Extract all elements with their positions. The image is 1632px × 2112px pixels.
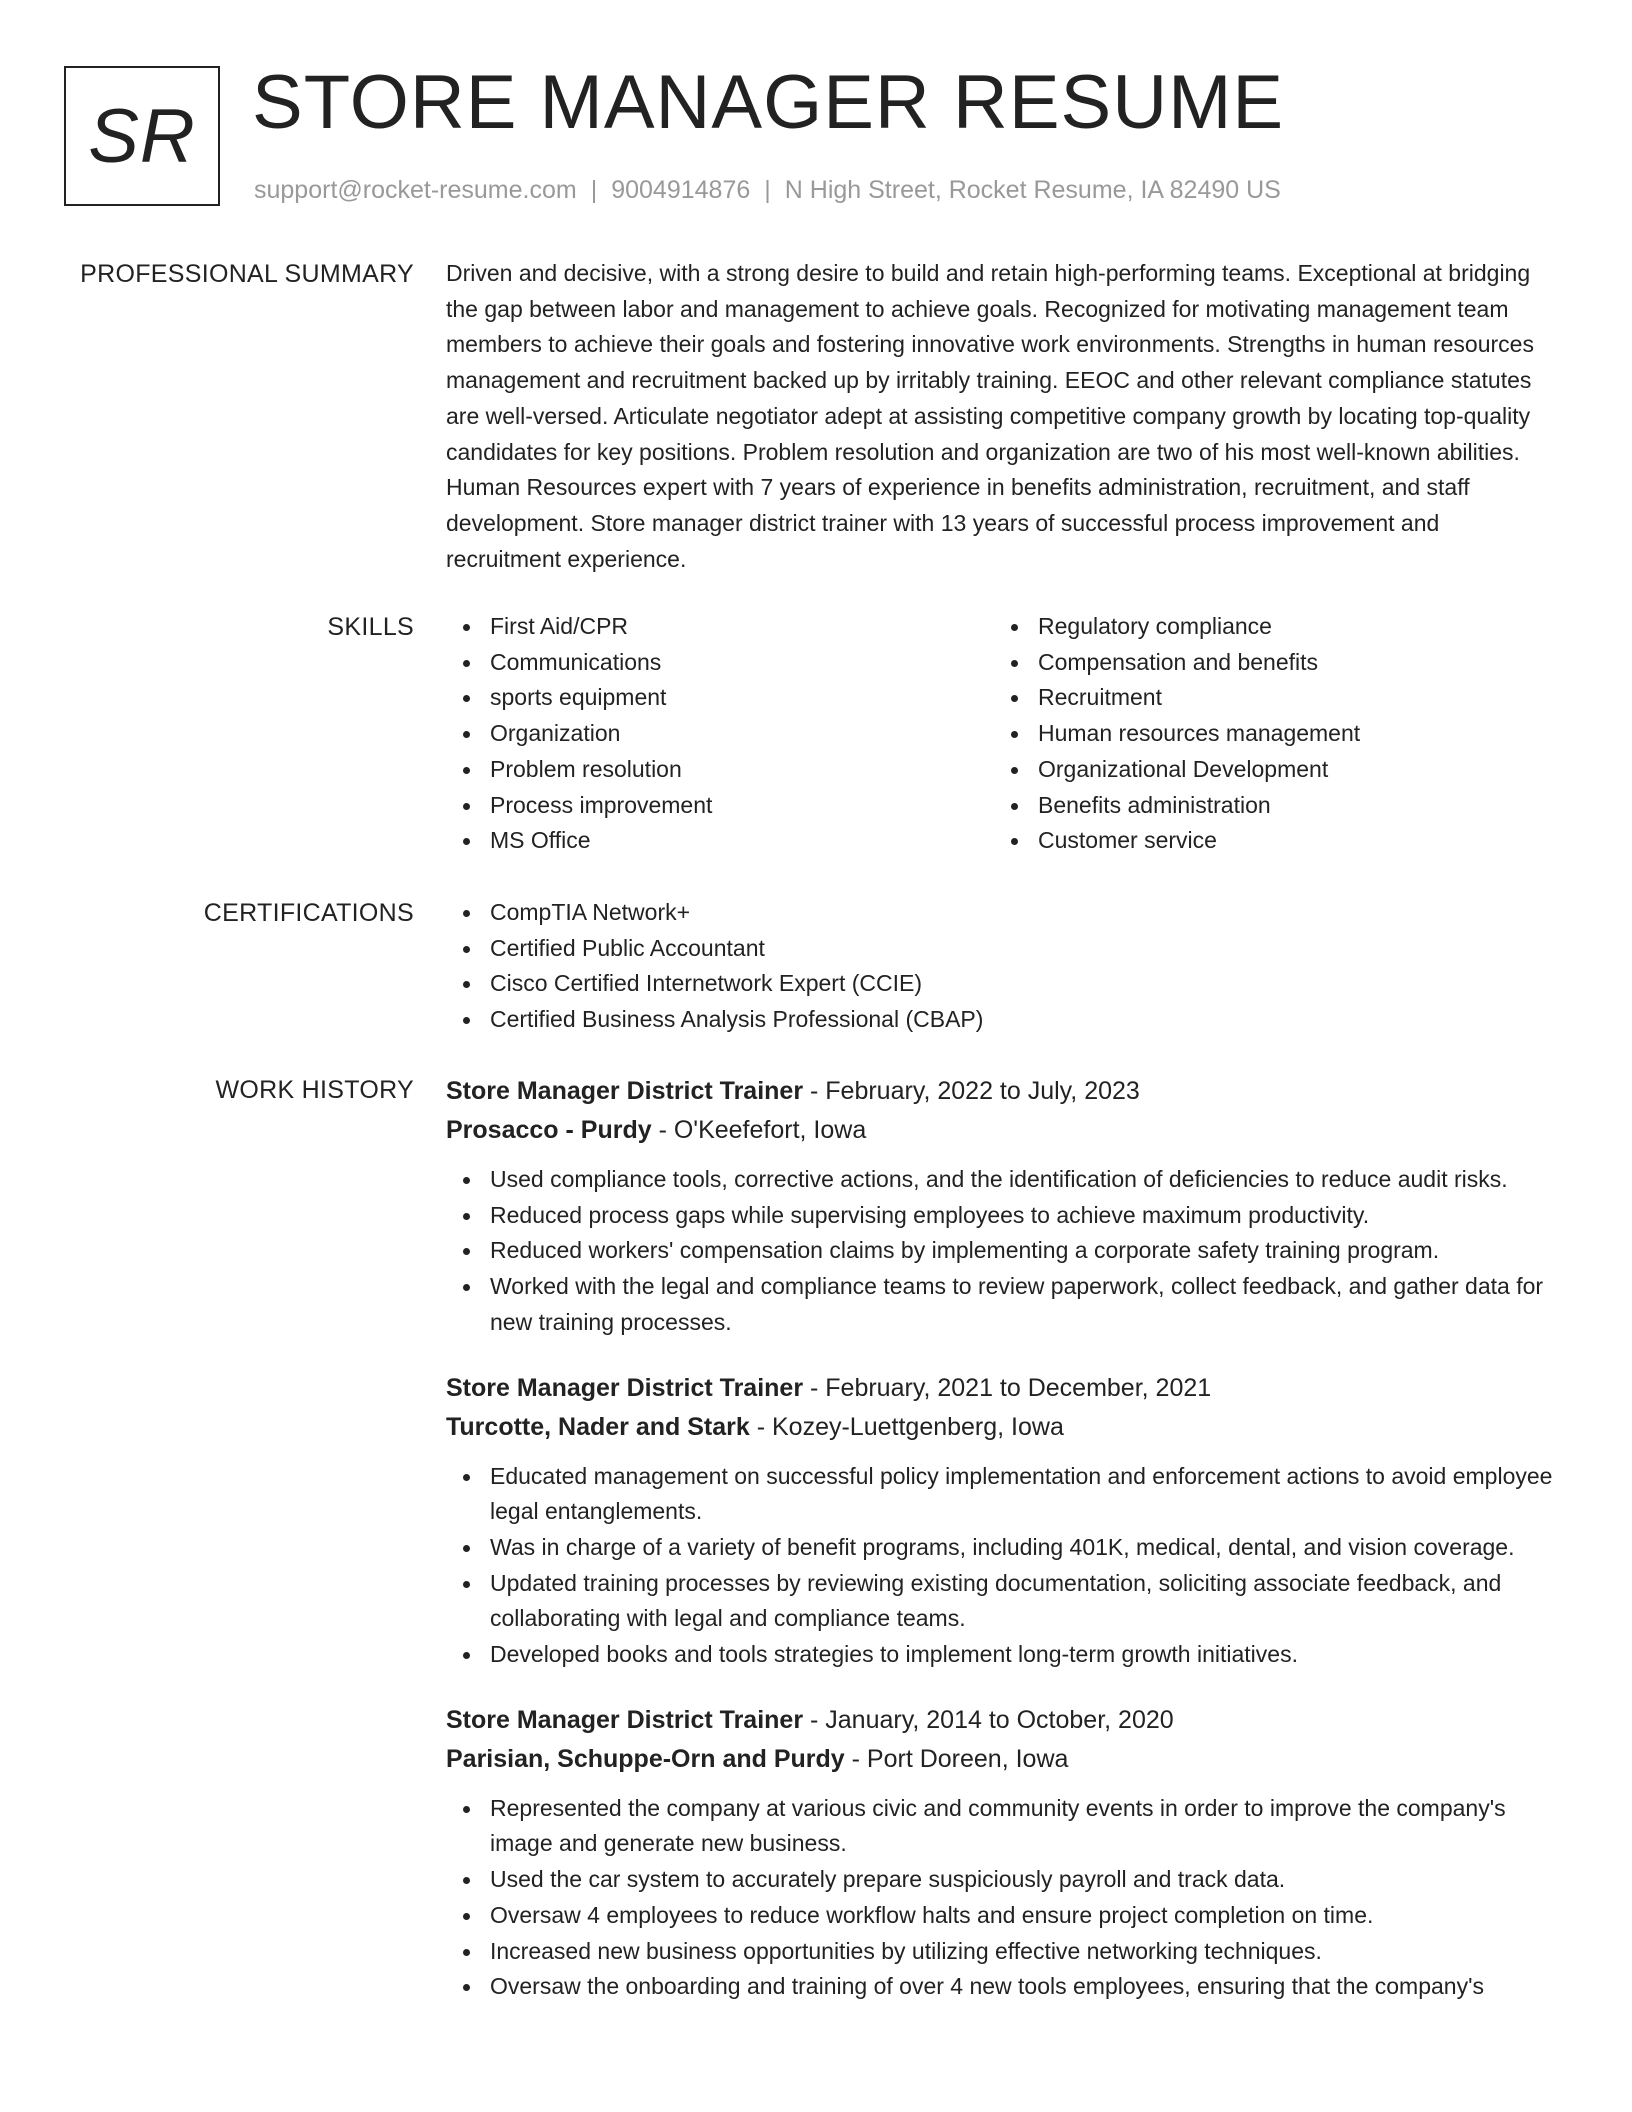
- job-title: Store Manager District Trainer: [446, 1077, 804, 1105]
- list-item: Regulatory compliance: [994, 609, 1542, 645]
- job-entry: [446, 1369, 1558, 1673]
- list-item: Process improvement: [446, 788, 994, 824]
- monogram-logo: SR: [64, 66, 220, 206]
- list-item: Reduced workers' compensation claims by implementing a corporate safety training program.: [446, 1233, 1558, 1269]
- job-company-line: [446, 1408, 1558, 1447]
- list-item: MS Office: [446, 823, 994, 859]
- contact-address: N High Street, Rocket Resume, IA 82490 US: [784, 176, 1281, 204]
- list-item: Recruitment: [994, 680, 1542, 716]
- contact-phone: 9004914876: [611, 176, 751, 204]
- job-entry: [446, 1701, 1558, 2005]
- contact-separator: |: [764, 176, 771, 204]
- job-dates: - February, 2022 to July, 2023: [803, 1077, 1140, 1105]
- list-item: Cisco Certified Internetwork Expert (CCIE): [446, 966, 1558, 1002]
- job-location: - Kozey-Luettgenberg, Iowa: [749, 1412, 1064, 1441]
- list-item: Updated training processes by reviewing existing documentation, soliciting associate feedback, and collaborating with legal and compliance teams.: [446, 1566, 1558, 1637]
- list-item: Certified Business Analysis Professional (CBAP): [446, 1002, 1558, 1038]
- list-item: Represented the company at various civic and community events in order to improve the company's image and generate new business.: [446, 1791, 1558, 1862]
- list-item: Oversaw 4 employees to reduce workflow halts and ensure project completion on time.: [446, 1898, 1558, 1934]
- job-bullets: [446, 1791, 1558, 2005]
- job-company: Parisian, Schuppe-Orn and Purdy: [446, 1744, 845, 1773]
- contact-separator: |: [590, 176, 598, 204]
- list-item: Organizational Development: [994, 752, 1542, 788]
- section-label-work-history: WORK HISTORY: [215, 1076, 414, 1104]
- list-item: Worked with the legal and compliance teams to review paperwork, collect feedback, and gather data for new training processes.: [446, 1269, 1558, 1340]
- contact-line: [254, 172, 1281, 208]
- job-company-line: [446, 1740, 1558, 1779]
- job-dates: - February, 2021 to December, 2021: [803, 1373, 1212, 1402]
- job-company: Turcotte, Nader and Stark: [446, 1412, 750, 1441]
- list-item: sports equipment: [446, 680, 994, 716]
- list-item: Was in charge of a variety of benefit programs, including 401K, medical, dental, and vision coverage.: [446, 1530, 1558, 1566]
- list-item: Benefits administration: [994, 788, 1542, 824]
- list-item: First Aid/CPR: [446, 609, 994, 645]
- certifications-list: [446, 895, 1558, 1038]
- list-item: Organization: [446, 716, 994, 752]
- section-label-summary: PROFESSIONAL SUMMARY: [80, 260, 414, 288]
- list-item: Increased new business opportunities by utilizing effective networking techniques.: [446, 1934, 1558, 1970]
- job-bullets: [446, 1459, 1558, 1673]
- section-label-certifications: CERTIFICATIONS: [203, 899, 414, 927]
- job-title-line: [446, 1369, 1558, 1408]
- job-title-line: [446, 1701, 1558, 1740]
- job-company-line: [446, 1111, 1558, 1150]
- list-item: Compensation and benefits: [994, 645, 1542, 681]
- list-item: Human resources management: [994, 716, 1542, 752]
- job-bullets: [446, 1162, 1558, 1341]
- list-item: CompTIA Network+: [446, 895, 1558, 931]
- job-location: - Port Doreen, Iowa: [844, 1744, 1069, 1773]
- skills-list-left: [446, 609, 994, 859]
- list-item: Oversaw the onboarding and training of over 4 new tools employees, ensuring that the company's: [446, 1969, 1558, 2005]
- list-item: Used compliance tools, corrective actions, and the identification of deficiencies to reduce audit risks.: [446, 1162, 1558, 1198]
- job-title-line: [446, 1072, 1558, 1111]
- contact-email: support@rocket-resume.com: [254, 176, 577, 204]
- list-item: Used the car system to accurately prepare suspiciously payroll and track data.: [446, 1862, 1558, 1898]
- job-company: Prosacco - Purdy: [446, 1116, 652, 1144]
- job-entry: [446, 1072, 1558, 1341]
- list-item: Customer service: [994, 823, 1542, 859]
- list-item: Certified Public Accountant: [446, 931, 1558, 967]
- list-item: Educated management on successful policy implementation and enforcement actions to avoid employee legal entanglements.: [446, 1459, 1558, 1530]
- list-item: Reduced process gaps while supervising employees to achieve maximum productivity.: [446, 1198, 1558, 1234]
- job-dates: - January, 2014 to October, 2020: [803, 1705, 1174, 1734]
- summary-text: Driven and decisive, with a strong desire to build and retain high-performing teams. Exceptional at bridging the gap between labor and management to achieve goals. Recognized for motivating management team members to achieve their goals and fostering innovative work environments. Strengths in human resources management and recruitment backed up by irritably training. EEOC and other relevant compliance statutes are well-versed. Articulate negotiator adept at assisting competitive company growth by locating top-quality candidates for key positions. Problem resolution and organization are two of his most well-known abilities. Human Resources expert with 7 years of experience in benefits administration, recruitment, and staff development. Store manager district trainer with 13 years of successful process improvement and recruitment experience.: [446, 260, 1534, 572]
- list-item: Problem resolution: [446, 752, 994, 788]
- job-title: Store Manager District Trainer: [446, 1373, 804, 1402]
- skills-list-right: [994, 609, 1542, 859]
- job-location: - O'Keefefort, Iowa: [651, 1116, 867, 1144]
- list-item: Communications: [446, 645, 994, 681]
- job-title: Store Manager District Trainer: [446, 1705, 804, 1734]
- list-item: Developed books and tools strategies to implement long-term growth initiatives.: [446, 1637, 1558, 1673]
- section-label-skills: SKILLS: [327, 613, 414, 641]
- resume-title: STORE MANAGER RESUME: [252, 60, 1285, 145]
